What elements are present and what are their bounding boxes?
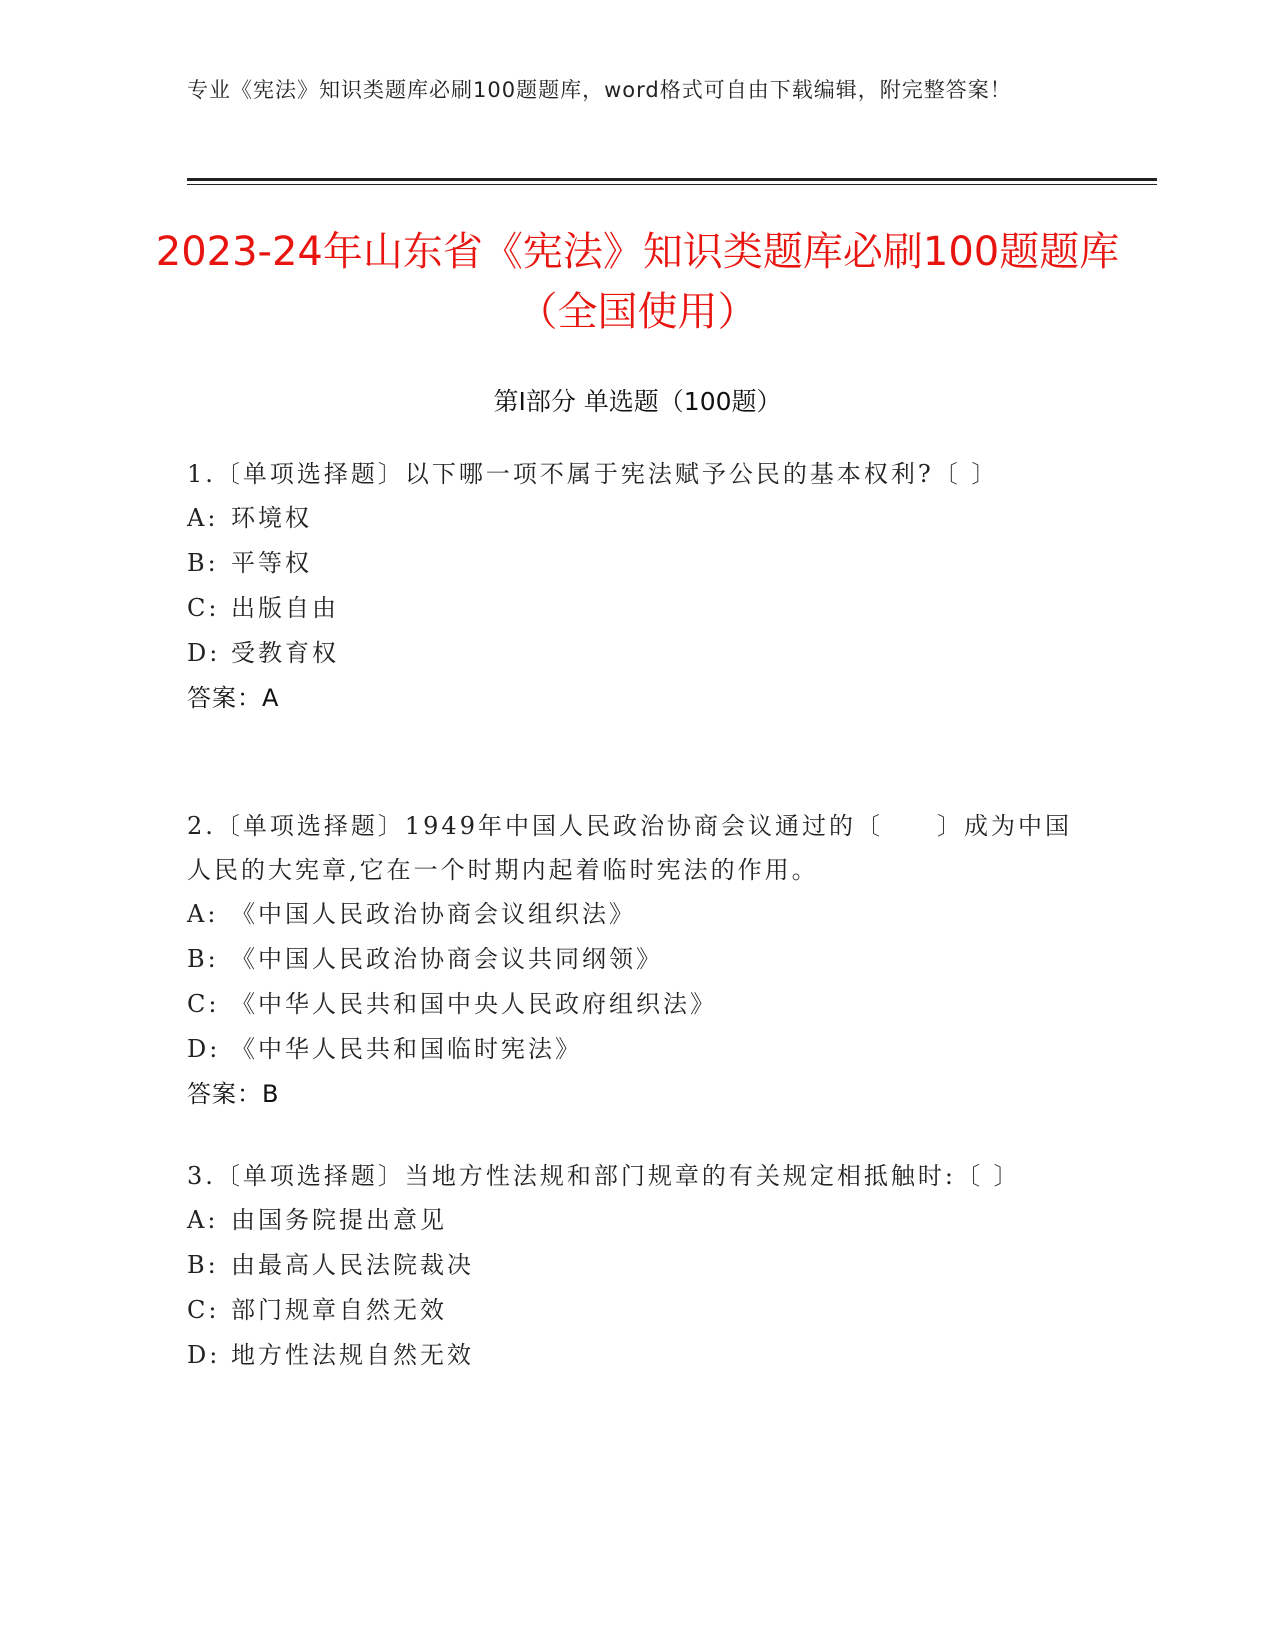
option-key: D: bbox=[187, 639, 221, 667]
question-stem: 1.〔单项选择题〕以下哪一项不属于宪法赋予公民的基本权利?〔 〕 bbox=[187, 460, 999, 488]
header-rule-thin bbox=[187, 184, 1157, 185]
option-text: 《中国人民政治协商会议组织法》 bbox=[231, 900, 636, 928]
option-c bbox=[187, 1288, 1087, 1333]
option-text: 环境权 bbox=[231, 504, 312, 532]
option-a bbox=[187, 892, 1087, 937]
header-note: 专业《宪法》知识类题库必刷100题题库，word格式可自由下载编辑，附完整答案！ bbox=[187, 78, 1012, 102]
option-c bbox=[187, 586, 1087, 631]
question-3 bbox=[187, 1154, 1087, 1378]
option-key: C: bbox=[187, 990, 220, 1018]
option-text: 由国务院提出意见 bbox=[231, 1206, 447, 1234]
question-stem: 3.〔单项选择题〕当地方性法规和部门规章的有关规定相抵触时:〔 〕 bbox=[187, 1162, 1021, 1190]
question-2 bbox=[187, 804, 1087, 1116]
option-text: 《中华人民共和国中央人民政府组织法》 bbox=[231, 990, 717, 1018]
option-key: A: bbox=[187, 1206, 219, 1234]
option-key: C: bbox=[187, 594, 220, 622]
option-text: 由最高人民法院裁决 bbox=[231, 1251, 474, 1279]
option-key: C: bbox=[187, 1296, 220, 1324]
option-text: 受教育权 bbox=[231, 639, 339, 667]
option-b bbox=[187, 937, 1087, 982]
option-key: B: bbox=[187, 1251, 219, 1279]
header-rule-thick bbox=[187, 178, 1157, 181]
option-text: 地方性法规自然无效 bbox=[231, 1341, 474, 1369]
option-text: 《中华人民共和国临时宪法》 bbox=[231, 1035, 582, 1063]
option-b bbox=[187, 1243, 1087, 1288]
option-a bbox=[187, 496, 1087, 541]
option-text: 部门规章自然无效 bbox=[231, 1296, 447, 1324]
option-d bbox=[187, 1333, 1087, 1378]
document-title: 2023-24年山东省《宪法》知识类题库必刷100题题库（全国使用） bbox=[155, 229, 1120, 335]
option-b bbox=[187, 541, 1087, 586]
option-text: 平等权 bbox=[231, 549, 312, 577]
answer-line: 答案：B bbox=[187, 1080, 280, 1108]
question-stem: 2.〔单项选择题〕1949年中国人民政治协商会议通过的〔 〕成为中国人民的大宪章,它在一个时期内起着临时宪法的作用。 bbox=[187, 812, 1072, 884]
section-title: 第Ⅰ部分 单选题（100题） bbox=[493, 387, 782, 416]
option-key: D: bbox=[187, 1035, 221, 1063]
option-d bbox=[187, 631, 1087, 676]
answer-line: 答案：A bbox=[187, 684, 280, 712]
option-key: B: bbox=[187, 945, 219, 973]
option-text: 《中国人民政治协商会议共同纲领》 bbox=[231, 945, 663, 973]
option-text: 出版自由 bbox=[231, 594, 339, 622]
option-key: B: bbox=[187, 549, 219, 577]
question-1 bbox=[187, 452, 1087, 720]
option-key: A: bbox=[187, 504, 219, 532]
option-c bbox=[187, 982, 1087, 1027]
option-a bbox=[187, 1198, 1087, 1243]
option-d bbox=[187, 1027, 1087, 1072]
option-key: D: bbox=[187, 1341, 221, 1369]
option-key: A: bbox=[187, 900, 219, 928]
